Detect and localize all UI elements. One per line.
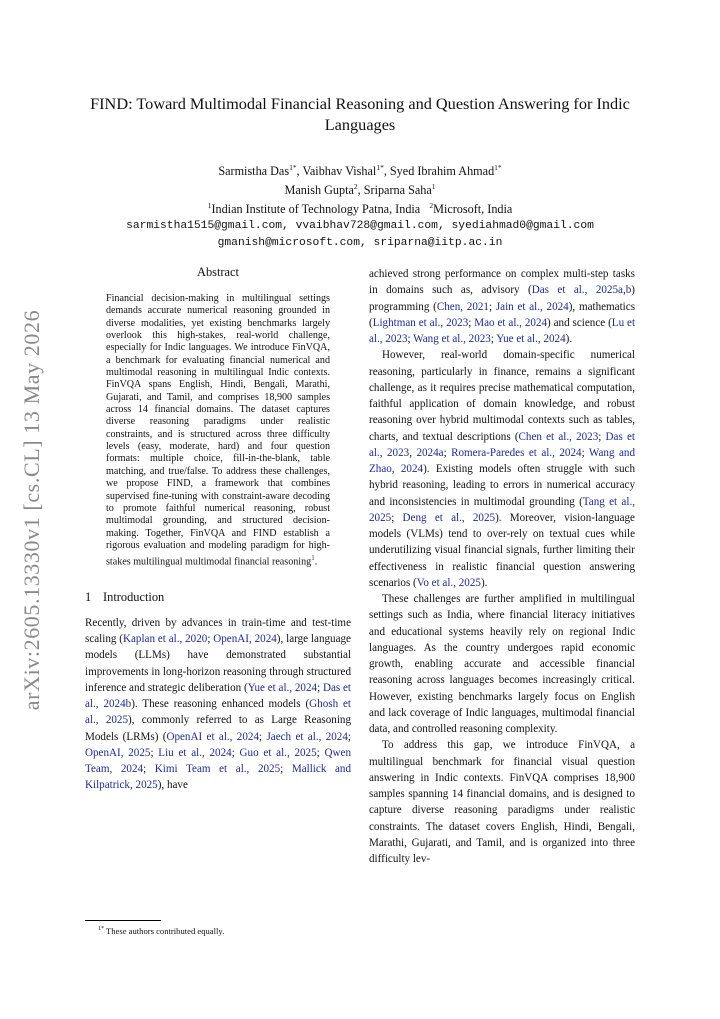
citation-link[interactable]: Mallick and Kilpatrick, 2025 <box>85 763 352 792</box>
citation-link[interactable]: Wang et al., 2023 <box>413 333 491 345</box>
text-run: ). <box>480 576 488 589</box>
arxiv-identifier: arXiv:2605.13330v1 [cs.CL] 13 May 2026 <box>19 309 45 711</box>
text-run: ; <box>468 316 475 329</box>
citation-link[interactable]: Kimi Team et al., 2025 <box>154 763 281 776</box>
citation-link[interactable]: Ghosh et al., 2025 <box>85 698 352 727</box>
citation-link[interactable]: OpenAI, 2025 <box>85 746 151 759</box>
text-run: ), large language models (LLMs) have demonstrated substantial improvements in long-horizon reasoning through structured inference and strategic deliberation ( <box>85 633 351 694</box>
footnote-mark: 1* <box>98 926 104 933</box>
author-mark: 1* <box>289 163 297 172</box>
section-number: 1 <box>85 589 92 604</box>
author-line-2: Manish Gupta$^2$, Sriparna Saha$^1$ <box>284 182 436 198</box>
citation-link[interactable]: Lightman et al., 2023 <box>372 316 469 329</box>
citation-link[interactable]: Qwen Team, 2024 <box>85 746 351 776</box>
text-run: ; <box>490 333 497 345</box>
text-run: , <box>622 284 626 297</box>
intro-paragraph-2 <box>369 266 635 347</box>
email-line-1: sarmistha1515@gmail.com, vvaibhav728@gmail.com, syediahmad0@gmail.com <box>126 220 594 233</box>
footnote-body: These authors contributed equally. <box>106 926 225 936</box>
citation-link[interactable]: OpenAI et al., 2024 <box>166 730 259 743</box>
left-column <box>85 265 351 794</box>
text-run: , <box>409 446 417 459</box>
intro-paragraph-4 <box>369 591 635 737</box>
text-run: ; <box>407 333 414 345</box>
text-run: ), commonly referred to as Large Reasoning Models (LRMs) ( <box>85 714 352 743</box>
citation-link[interactable]: Das et al., 2024b <box>85 681 351 711</box>
author-name: Sarmistha Das <box>218 164 290 179</box>
citation-link[interactable]: Yue et al., 2024 <box>247 681 318 694</box>
section-title: Introduction <box>103 589 165 604</box>
citation-link[interactable]: Wang and Zhao, 2024 <box>369 446 635 475</box>
citation-link[interactable]: Das et al., 2025a <box>531 284 623 297</box>
citation-link[interactable]: Jain et al., 2024 <box>495 300 569 313</box>
text-run: To address this gap, we introduce FinVQA, a multilingual benchmark for financial visual question answering in Indic contexts. FinVQA comprises 18,900 samples spanning 14 financial domains, and is designed to capture diverse reasoning paradigms under realistic constraints. The dataset covers English, Hindi, Bengali, Marathi, Gujarati, and Tamil, and is organized into three difficulty lev- <box>369 739 635 865</box>
citation-link[interactable]: Kaplan et al., 2020 <box>122 633 208 646</box>
paper-title: FIND: Toward Multimodal Financial Reasoning and Question Answering for Indic Languages <box>90 94 630 134</box>
text-run: ) and science ( <box>547 316 612 329</box>
email-line-2: gmanish@microsoft.com, sriparna@iitp.ac.in <box>217 237 503 250</box>
text-run: ; <box>391 511 403 524</box>
text-run: ). These reasoning enhanced models ( <box>131 698 310 711</box>
citation-link[interactable]: Vo et al., 2025 <box>416 576 481 589</box>
abstract-heading: Abstract <box>197 265 239 279</box>
affiliation-mark: 1 <box>207 201 212 211</box>
affiliation-name: Indian Institute of Technology Patna, India <box>211 202 421 217</box>
text-run: ; <box>259 730 267 743</box>
text-run: ; <box>581 446 589 459</box>
text-run: ; <box>207 633 214 646</box>
intro-paragraph-3 <box>369 347 635 591</box>
footnote-text <box>85 926 351 936</box>
text-run: ), have <box>157 779 188 792</box>
footnote <box>85 920 351 936</box>
author-name: Vaibhav Vishal <box>302 164 377 179</box>
author-mark: 1* <box>376 163 384 172</box>
author-line-1: Sarmistha Das$^{1*}$, Vaibhav Vishal$^{1*}$, Syed Ibrahim Ahmad$^{1*}$ <box>218 163 502 179</box>
author-name: Sriparna Saha <box>363 183 432 198</box>
text-run: ; <box>317 681 323 694</box>
text-run: ; <box>280 763 292 776</box>
intro-paragraph-1 <box>85 615 351 794</box>
author-block <box>80 160 640 252</box>
text-run: ; <box>347 730 351 743</box>
text-run: ; <box>231 746 240 759</box>
text-run: ; <box>150 746 159 759</box>
text-run: ; <box>488 300 496 313</box>
affiliation-line <box>80 198 640 217</box>
author-mark: 2 <box>353 182 358 192</box>
citation-link[interactable]: Chen, 2021 <box>436 300 489 313</box>
text-run: ; <box>316 746 325 759</box>
citation-link[interactable]: Liu et al., 2024 <box>158 746 232 759</box>
citation-link[interactable]: Mao et al., 2024 <box>474 316 548 329</box>
citation-link[interactable]: Deng et al., 2025 <box>402 511 496 524</box>
affiliation-mark: 2 <box>429 201 434 211</box>
citation-link[interactable]: Jaech et al., 2024 <box>266 730 348 743</box>
author-name: Syed Ibrahim Ahmad <box>389 164 495 179</box>
text-run: ; <box>598 430 606 443</box>
citation-link[interactable]: Tang et al., 2025 <box>369 495 635 524</box>
text-run: However, real-world domain-specific numerical reasoning, particularly in finance, remains a significant challenge, as it requires precise mathematical computation, faithful application of domain knowledge, and robust reasoning over hybrid multimodal contexts such as tables, charts, and textual descriptions ( <box>369 349 635 443</box>
author-mark: 1* <box>494 163 502 172</box>
abstract-body: Financial decision-making in multilingual settings demands accurate numerical reasoning grounded in diverse modalities, yet existing benchmarks largely overlook this high-stakes, real-world challenge, especially for Indic languages. We introduce FinVQA, a benchmark for evaluating financial numerical and multimodal reasoning in multilingual Indic contexts. FinVQA spans English, Hindi, Bengali, Marathi, Gujarati, and Tamil, and comprises 18,900 samples across 14 financial domains. The dataset captures diverse reasoning paradigms under realistic constraints, and is structured across three difficulty levels (easy, moderate, hard) and four question formats: multiple choice, fill-in-the-blank, table matching, and true/false. To address these challenges, we propose FIND, a framework that combines supervised fine-tuning with constraint-aware decoding to promote faithful numerical reasoning, robust multimodal grounding, and structured decision-making. Together, FinVQA and FIND establish a rigorous evaluation and modeling paradigm for high-stakes multilingual multimodal financial reasoning <box>106 293 330 568</box>
citation-link[interactable]: Chen et al., 2023 <box>518 430 599 443</box>
text-run: ). Existing models often struggle with such hybrid reasoning, leading to errors in numerical accuracy and inconsistencies in multimodal grounding ( <box>369 463 635 508</box>
text-run: ). <box>565 333 573 345</box>
text-run: ). Moreover, vision-language models (VLMs) tend to over-rely on textual cues while underutilizing visual financial signals, further limiting their effectiveness in realistic financial question answering scenarios ( <box>369 511 635 589</box>
section-heading-introduction <box>85 590 351 605</box>
text-run: ; <box>443 446 452 459</box>
text-run: These challenges are further amplified in multilingual settings such as India, where financial literacy initiatives and educational systems heavily rely on regional Indic languages. As the country undergoes rapid economic growth, enabling accurate and accessible financial reasoning across languages becomes increasingly critical. However, existing benchmarks largely focus on English and lack coverage of Indic languages, multimodal financial data, and controlled reasoning complexity. <box>369 593 635 735</box>
text-run: Recently, driven by advances in train-time and test-time scaling ( <box>85 616 351 646</box>
author-mark: 1 <box>431 182 436 192</box>
text-run: ) programming ( <box>369 284 635 313</box>
citation-link[interactable]: Guo et al., 2025 <box>239 746 317 759</box>
footnote-rule <box>85 920 161 921</box>
citation-link[interactable]: 2024a <box>416 446 444 459</box>
arxiv-stamp <box>12 300 52 720</box>
citation-link[interactable]: Lu et al., 2023 <box>369 316 636 345</box>
right-column <box>369 266 635 867</box>
paper-header <box>80 93 640 252</box>
citation-link[interactable]: Romera-Paredes et al., 2024 <box>451 446 582 459</box>
intro-paragraph-5 <box>369 737 635 867</box>
text-run: ), mathematics ( <box>369 300 636 329</box>
citation-link[interactable]: Das et al., 2023 <box>369 430 635 459</box>
text-run: ; <box>143 763 155 776</box>
citation-link[interactable]: b <box>625 284 632 297</box>
text-run: achieved strong performance on complex multi-step tasks in domains such as, advisory ( <box>369 268 635 297</box>
citation-link[interactable]: Yue et al., 2024 <box>496 333 566 345</box>
affiliation-name: Microsoft, India <box>433 202 513 217</box>
author-name: Manish Gupta <box>284 183 354 198</box>
citation-link[interactable]: OpenAI, 2024 <box>213 633 277 646</box>
abstract-text: Financial decision-making in multilingual settings demands accurate numerical reasoning grounded in diverse modalities, yet existing benchmarks largely overlook this high-stakes, real-world challenge, especially for Indic languages. We introduce FinVQA, a benchmark for evaluating financial numerical and multimodal reasoning in multilingual Indic contexts. FinVQA spans English, Hindi, Bengali, Marathi, Gujarati, and Tamil, and comprises 18,900 samples across 14 financial domains. The dataset captures diverse reasoning paradigms under realistic constraints, and is structured across three difficulty levels (easy, moderate, hard) and four question formats: multiple choice, fill-in-the-blank, table matching, and true/false. To address these challenges, we propose FIND, a framework that combines supervised fine-tuning with constraint-aware decoding to promote faithful numerical reasoning, robust multimodal grounding, and structured decision-making. Together, FinVQA and FIND establish a rigorous evaluation and modeling paradigm for high-stakes multilingual multimodal financial reasoning$^1$. <box>106 293 330 568</box>
footnote-ref[interactable]: 1 <box>311 554 315 563</box>
